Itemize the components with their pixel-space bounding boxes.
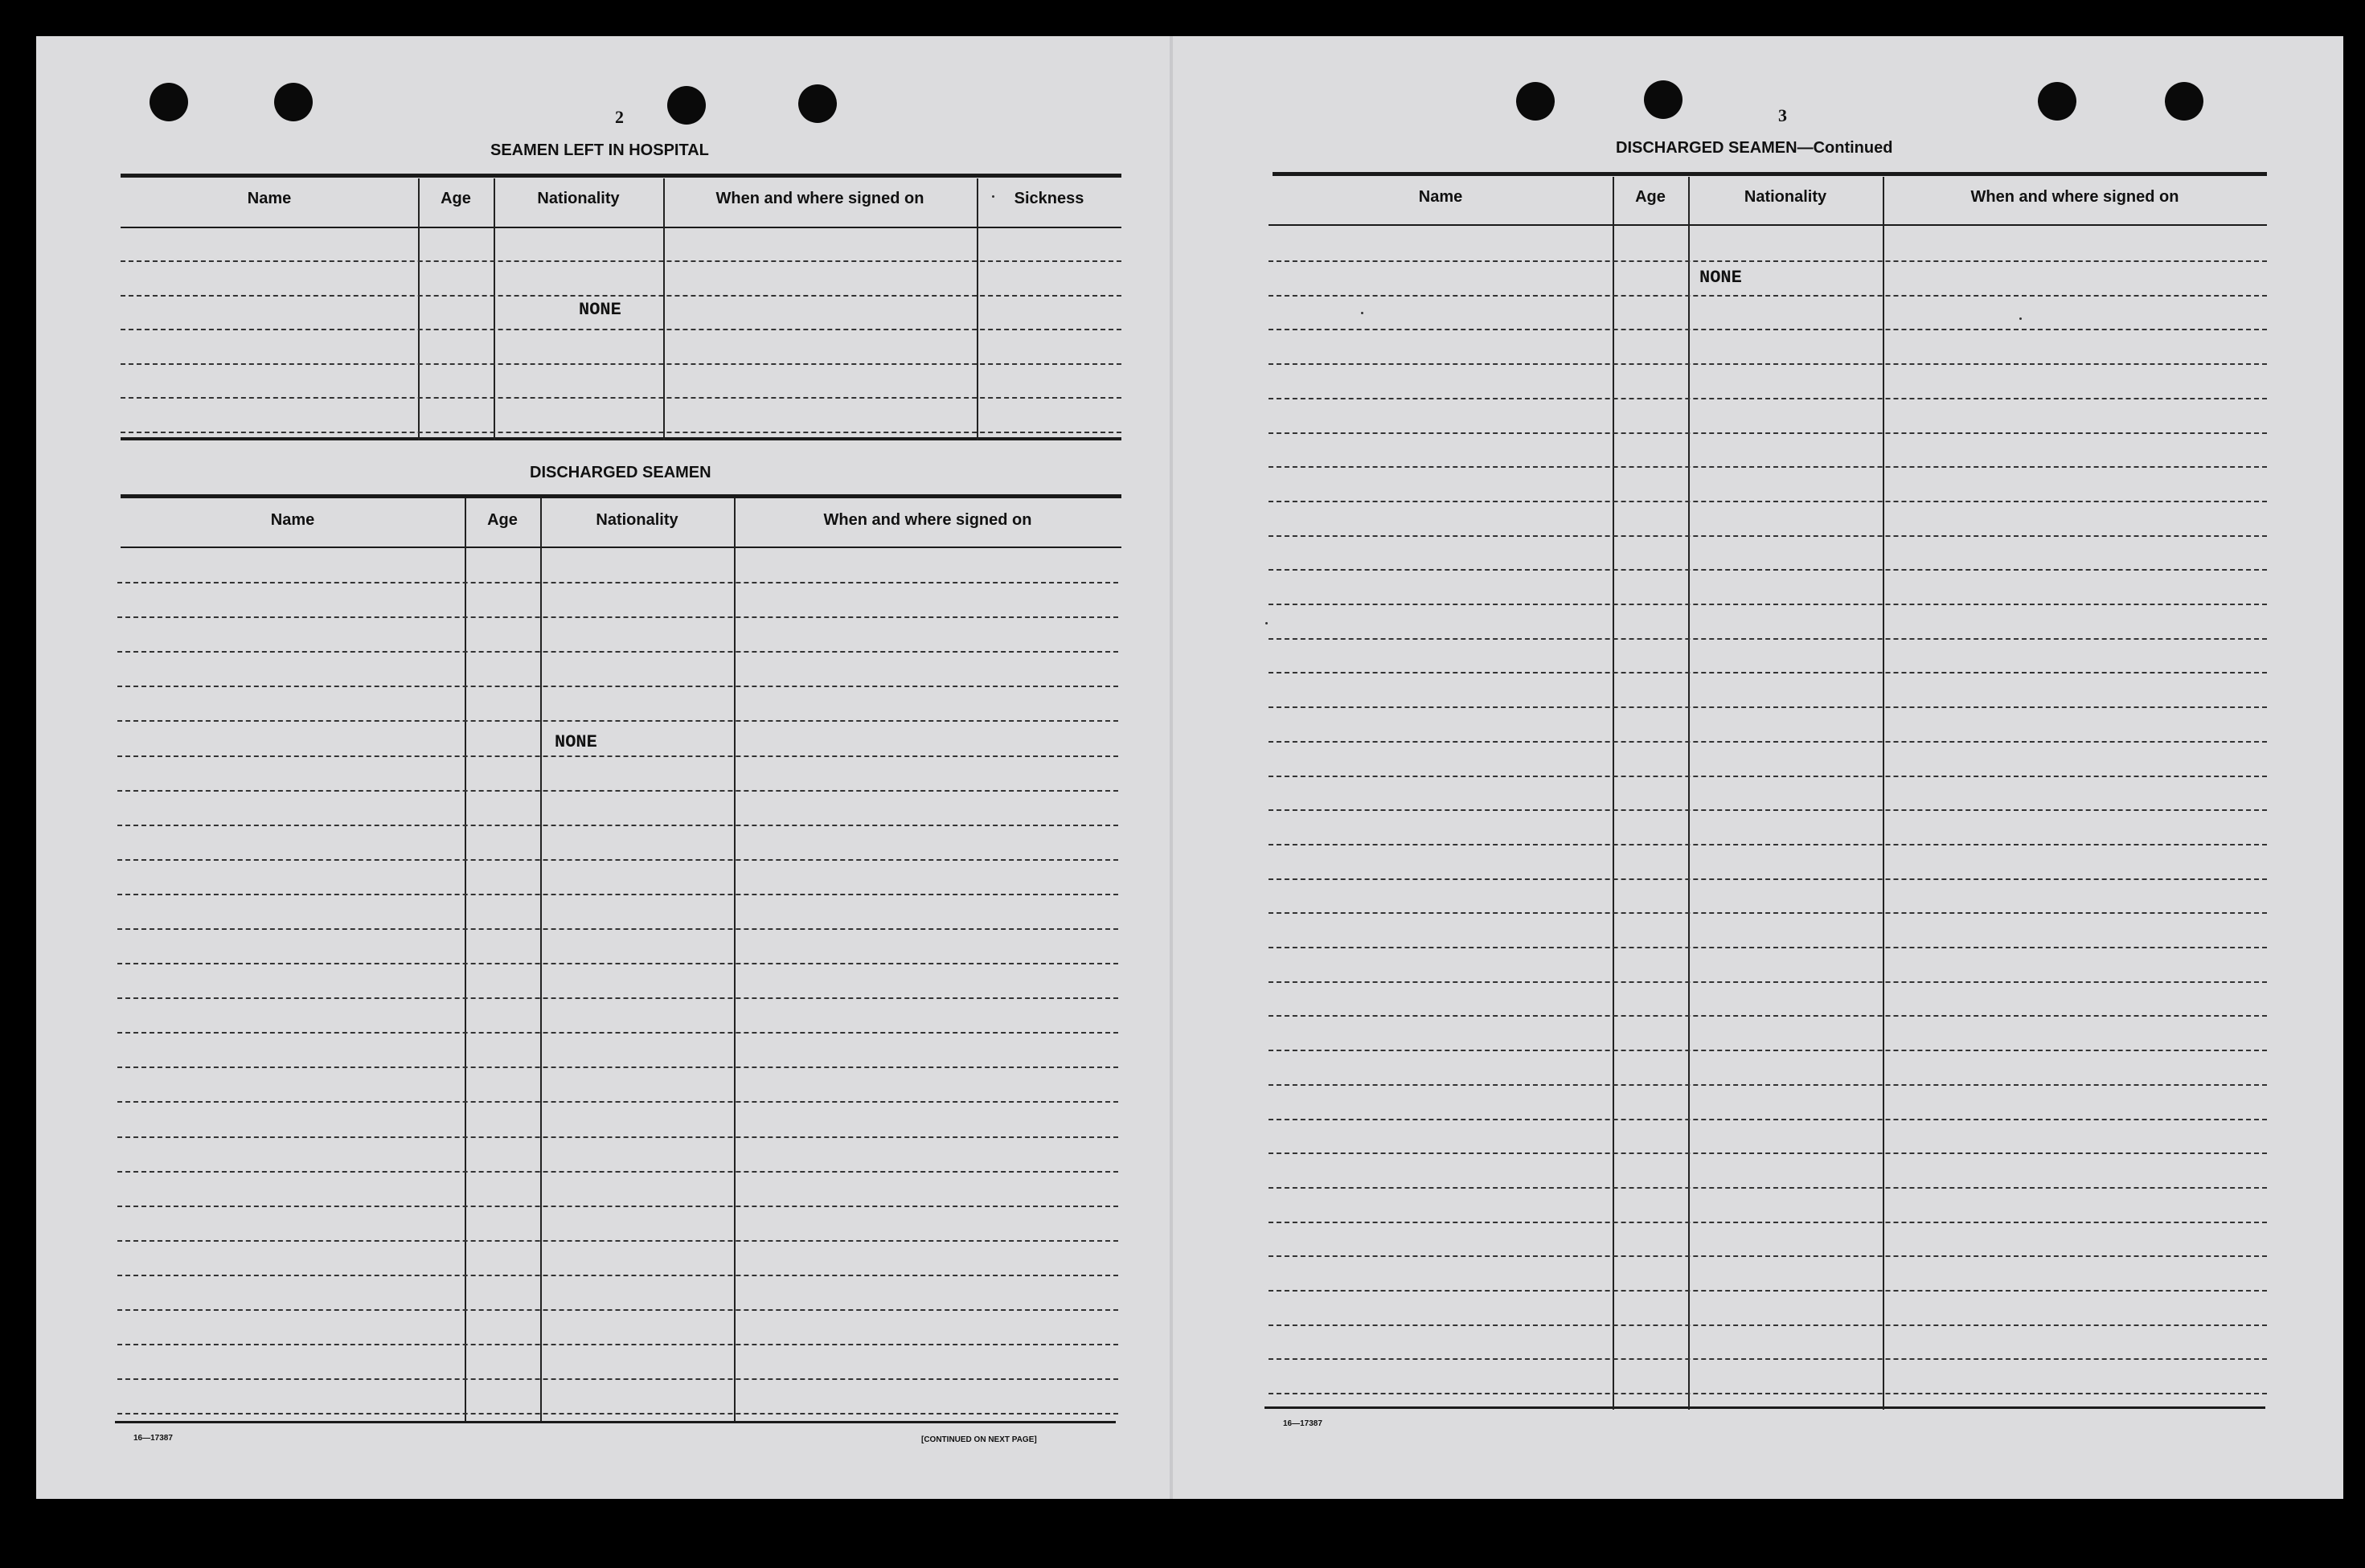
discharged-table-top-rule xyxy=(121,494,1121,498)
ruled-line xyxy=(1269,1152,2267,1154)
hospital-section-title: SEAMEN LEFT IN HOSPITAL xyxy=(490,141,709,159)
hospital-col-divider xyxy=(977,178,978,440)
binder-hole-1 xyxy=(150,83,188,121)
ruled-line xyxy=(1269,466,2267,468)
right-table-bottom-rule xyxy=(1264,1406,2265,1409)
ruled-line xyxy=(1269,1187,2267,1189)
binder-hole-5 xyxy=(1516,82,1555,121)
ruled-line xyxy=(1269,1015,2267,1017)
right-table-header-rule xyxy=(1269,224,2267,226)
ruled-line xyxy=(1269,432,2267,434)
ruled-line xyxy=(117,928,1118,930)
right-col-name: Name xyxy=(1418,188,1463,206)
right-none-entry: NONE xyxy=(1699,268,1742,288)
ruled-line xyxy=(117,825,1118,826)
ruled-line xyxy=(1269,1290,2267,1292)
binder-hole-3 xyxy=(667,86,706,125)
ruled-line xyxy=(121,363,1121,365)
ruled-line xyxy=(117,651,1118,653)
form-number-left: 16—17387 xyxy=(133,1434,173,1443)
right-col-signed-on: When and where signed on xyxy=(1970,188,2179,206)
ruled-line xyxy=(1269,1255,2267,1257)
hospital-col-signed-on: When and where signed on xyxy=(715,190,924,207)
ruled-line xyxy=(1269,1050,2267,1051)
discharged-table-bottom-rule xyxy=(115,1421,1116,1423)
discharged-col-divider xyxy=(734,498,736,1421)
paper-speck xyxy=(992,195,994,198)
page-number-left: 2 xyxy=(615,107,624,127)
ruled-line xyxy=(1269,398,2267,399)
ruled-line xyxy=(1269,1119,2267,1120)
continued-note: [CONTINUED ON NEXT PAGE] xyxy=(921,1435,1037,1444)
right-col-age: Age xyxy=(1635,188,1666,206)
ruled-line xyxy=(1269,295,2267,297)
discharged-col-signed-on: When and where signed on xyxy=(823,511,1032,529)
ruled-line xyxy=(117,1066,1118,1068)
right-col-divider xyxy=(1613,177,1614,1410)
right-table-top-rule xyxy=(1273,172,2267,176)
ruled-line xyxy=(1269,809,2267,811)
right-col-nationality: Nationality xyxy=(1744,188,1827,206)
ruled-line xyxy=(117,790,1118,792)
binder-hole-7 xyxy=(2038,82,2076,121)
ruled-line xyxy=(1269,604,2267,605)
binder-hole-4 xyxy=(798,84,837,123)
form-sheet xyxy=(36,36,2343,1499)
ruled-line xyxy=(117,686,1118,687)
ruled-line xyxy=(1269,638,2267,640)
page-fold xyxy=(1170,36,1173,1499)
ruled-line xyxy=(1269,912,2267,914)
hospital-col-divider xyxy=(418,178,420,440)
paper-speck xyxy=(2019,317,2022,320)
binder-hole-8 xyxy=(2165,82,2203,121)
binder-hole-2 xyxy=(274,83,313,121)
ruled-line xyxy=(117,1275,1118,1276)
ruled-line xyxy=(1269,501,2267,502)
hospital-col-sickness: Sickness xyxy=(1014,190,1084,207)
hospital-table-header-rule xyxy=(121,227,1121,228)
ruled-line xyxy=(1269,878,2267,880)
discharged-none-entry: NONE xyxy=(555,732,597,752)
discharged-col-divider xyxy=(540,498,542,1421)
ruled-line xyxy=(1269,981,2267,983)
page-number-right: 3 xyxy=(1778,105,1787,125)
ruled-line xyxy=(1269,535,2267,537)
hospital-col-divider xyxy=(494,178,495,440)
ruled-line xyxy=(121,295,1121,297)
hospital-none-entry: NONE xyxy=(579,300,621,320)
binder-hole-6 xyxy=(1644,80,1683,119)
hospital-table-bottom-rule xyxy=(121,437,1121,440)
right-col-divider xyxy=(1883,177,1884,1410)
ruled-line xyxy=(117,1240,1118,1242)
ruled-line xyxy=(1269,706,2267,708)
discharged-table-header-rule xyxy=(121,547,1121,548)
form-number-right: 16—17387 xyxy=(1283,1419,1322,1428)
hospital-col-age: Age xyxy=(441,190,471,207)
ruled-line xyxy=(117,1378,1118,1380)
ruled-line xyxy=(117,720,1118,722)
ruled-line xyxy=(117,1136,1118,1138)
ruled-line xyxy=(1269,741,2267,743)
ruled-line xyxy=(1269,672,2267,673)
ruled-line xyxy=(117,963,1118,964)
ruled-line xyxy=(1269,569,2267,571)
right-section-title-suffix: —Continued xyxy=(1797,139,1893,157)
ruled-line xyxy=(117,1101,1118,1103)
discharged-col-divider xyxy=(465,498,466,1421)
ruled-line xyxy=(121,329,1121,330)
ruled-line xyxy=(1269,260,2267,262)
ruled-line xyxy=(117,1171,1118,1173)
paper-speck xyxy=(1265,622,1268,624)
ruled-line xyxy=(1269,844,2267,845)
hospital-col-nationality: Nationality xyxy=(537,190,620,207)
ruled-line xyxy=(1269,329,2267,330)
ruled-line xyxy=(1269,1358,2267,1360)
discharged-section-title: DISCHARGED SEAMEN xyxy=(530,464,711,481)
ruled-line xyxy=(117,1309,1118,1311)
ruled-line xyxy=(117,1344,1118,1345)
ruled-line xyxy=(117,755,1118,757)
right-section-title-main: DISCHARGED SEAMEN xyxy=(1616,139,1797,157)
ruled-line xyxy=(121,260,1121,262)
ruled-line xyxy=(1269,1324,2267,1326)
hospital-table-top-rule xyxy=(121,174,1121,178)
ruled-line xyxy=(117,1413,1118,1414)
discharged-col-age: Age xyxy=(487,511,518,529)
ruled-line xyxy=(117,894,1118,895)
ruled-line xyxy=(121,432,1121,433)
ruled-line xyxy=(1269,363,2267,365)
paper-speck xyxy=(1361,312,1363,314)
hospital-col-name: Name xyxy=(247,190,292,207)
ruled-line xyxy=(1269,776,2267,777)
discharged-col-name: Name xyxy=(270,511,315,529)
ruled-line xyxy=(1269,1222,2267,1223)
ruled-line xyxy=(117,616,1118,618)
right-col-divider xyxy=(1688,177,1690,1410)
ruled-line xyxy=(117,1206,1118,1207)
ruled-line xyxy=(117,582,1118,583)
ruled-line xyxy=(117,1032,1118,1034)
ruled-line xyxy=(121,397,1121,399)
right-section-title xyxy=(1616,139,1892,158)
ruled-line xyxy=(117,997,1118,999)
ruled-line xyxy=(117,859,1118,861)
ruled-line xyxy=(1269,1393,2267,1394)
ruled-line xyxy=(1269,947,2267,948)
discharged-col-nationality: Nationality xyxy=(596,511,678,529)
hospital-col-divider xyxy=(663,178,665,440)
ruled-line xyxy=(1269,1084,2267,1086)
